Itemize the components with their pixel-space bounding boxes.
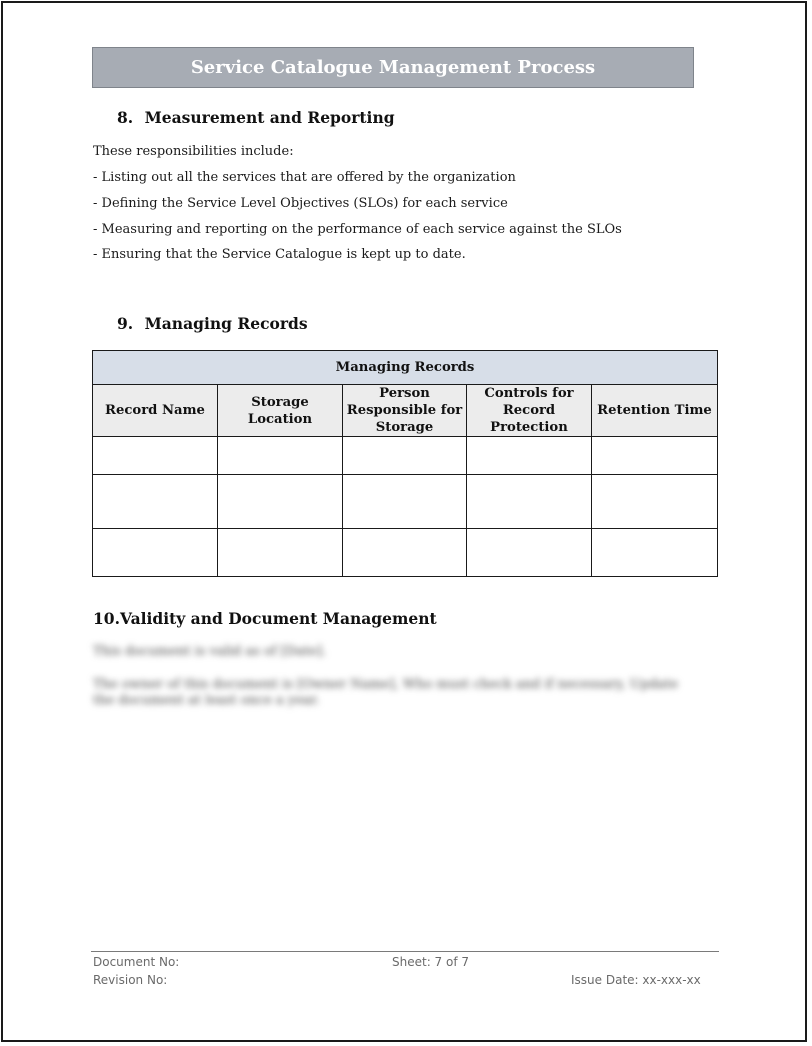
table-cell[interactable] [592, 529, 718, 577]
table-cell[interactable] [343, 475, 467, 529]
footer-document-no: Document No: [93, 955, 180, 969]
section-8-intro: These responsibilities include: [93, 144, 294, 159]
section-8-heading [117, 108, 395, 127]
document-title: Service Catalogue Management Process [190, 57, 596, 78]
section-10-heading: 10.Validity and Document Management [93, 609, 437, 628]
table-cell[interactable] [218, 529, 343, 577]
table-cell[interactable] [592, 475, 718, 529]
section-9-heading [117, 314, 308, 333]
table-header-row [93, 385, 718, 437]
footer-divider [91, 951, 719, 952]
blurred-owner-text: The owner of this document is [Owner Name], Who must check and if necessary, Update the document at least once a year. [93, 677, 679, 708]
footer-revision-no: Revision No: [93, 973, 168, 987]
column-header: Storage Location [218, 385, 343, 437]
table-cell[interactable] [467, 529, 592, 577]
managing-records-table [92, 350, 718, 577]
list-item: - Listing out all the services that are offered by the organization [93, 170, 516, 185]
table-caption: Managing Records [93, 351, 718, 385]
table-cell[interactable] [343, 529, 467, 577]
table-cell[interactable] [93, 529, 218, 577]
table-cell[interactable] [218, 437, 343, 475]
section-8-number: 8. [117, 108, 134, 127]
table-cell[interactable] [93, 437, 218, 475]
section-9-title: Managing Records [144, 314, 308, 333]
footer-sheet-number: Sheet: 7 of 7 [392, 955, 470, 969]
table-cell[interactable] [467, 437, 592, 475]
column-header: Retention Time [592, 385, 718, 437]
table-cell[interactable] [218, 475, 343, 529]
table-row [93, 437, 718, 475]
section-8-title: Measurement and Reporting [144, 108, 395, 127]
table-caption-row [93, 351, 718, 385]
table-cell[interactable] [592, 437, 718, 475]
table-row [93, 529, 718, 577]
table-row [93, 475, 718, 529]
section-9-number: 9. [117, 314, 134, 333]
list-item: - Ensuring that the Service Catalogue is kept up to date. [93, 247, 466, 262]
column-header: Person Responsible for Storage [343, 385, 467, 437]
list-item: - Defining the Service Level Objectives (SLOs) for each service [93, 196, 508, 211]
column-header: Record Name [93, 385, 218, 437]
list-item: - Measuring and reporting on the performance of each service against the SLOs [93, 222, 622, 237]
table-cell[interactable] [343, 437, 467, 475]
footer-issue-date: Issue Date: xx-xxx-xx [571, 973, 701, 987]
document-title-banner [92, 47, 694, 88]
table-cell[interactable] [93, 475, 218, 529]
table-cell[interactable] [467, 475, 592, 529]
blurred-validity-text: This document is valid as of [Date]. [93, 644, 327, 659]
column-header: Controls for Record Protection [467, 385, 592, 437]
